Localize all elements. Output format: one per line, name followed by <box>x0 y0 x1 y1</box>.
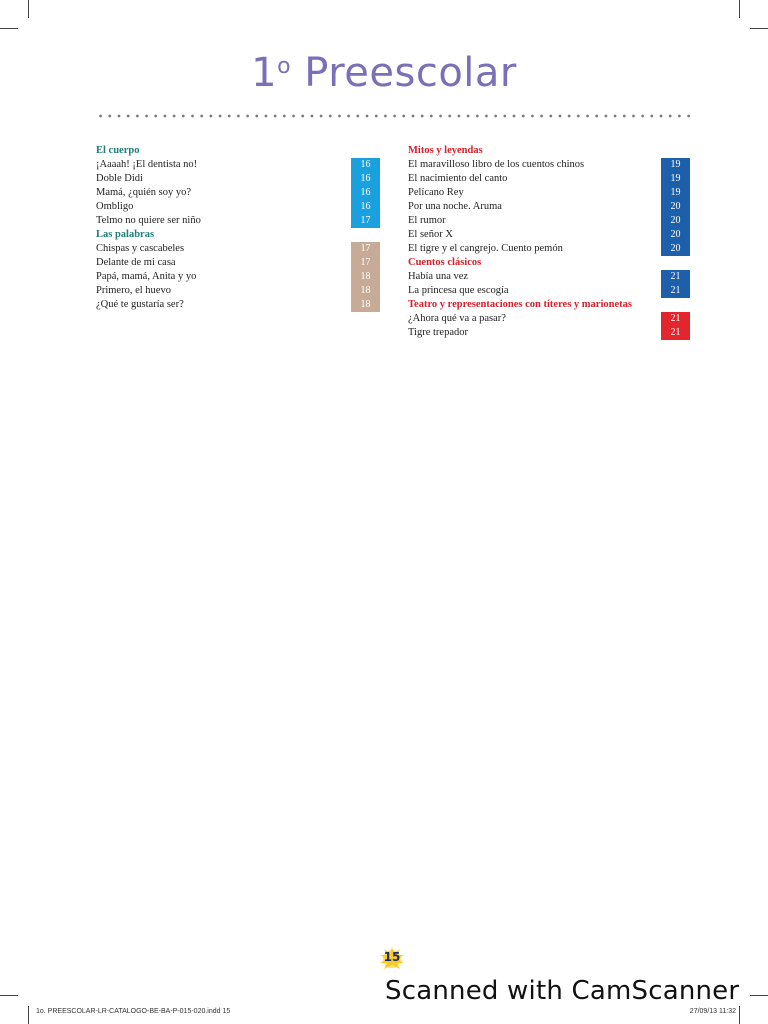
dotted-divider <box>96 114 690 118</box>
entry-page-number: 17 <box>351 242 380 256</box>
entry-page-number: 17 <box>351 214 380 228</box>
toc-entry <box>96 172 380 186</box>
entry-title: El tigre y el cangrejo. Cuento pemón <box>408 243 563 254</box>
entry-title: Tigre trepador <box>408 327 468 338</box>
entry-page-number: 19 <box>661 158 690 172</box>
toc-entry <box>408 186 690 200</box>
scanner-watermark: Scanned with CamScanner <box>385 976 740 1006</box>
entry-title: Papá, mamá, Anita y yo <box>96 271 197 282</box>
crop-mark <box>750 995 768 996</box>
entry-page-number: 19 <box>661 172 690 186</box>
entry-title: Mamá, ¿quién soy yo? <box>96 187 192 198</box>
section-heading: Teatro y representaciones con títeres y marionetas <box>408 299 632 310</box>
left-column <box>96 144 380 312</box>
entry-title: Primero, el huevo <box>96 285 171 296</box>
title-superscript: o <box>277 54 292 79</box>
entry-page-number: 21 <box>661 326 690 340</box>
toc-entry <box>408 312 690 326</box>
toc-entry <box>96 200 380 214</box>
entry-title: Chispas y cascabeles <box>96 243 185 254</box>
toc-entry <box>408 270 690 284</box>
toc-entry <box>96 186 380 200</box>
page-title <box>0 50 768 96</box>
page-number: 15 <box>383 950 401 964</box>
entry-title: Delante de mi casa <box>96 257 176 268</box>
entry-title: ¿Qué te gustaría ser? <box>96 299 184 310</box>
toc-entry <box>408 242 690 256</box>
entry-title: El rumor <box>408 215 446 226</box>
entry-page-number: 16 <box>351 200 380 214</box>
entry-title: El maravilloso libro de los cuentos chinos <box>408 159 585 170</box>
crop-mark <box>739 0 740 18</box>
entry-page-number: 18 <box>351 284 380 298</box>
entry-page-number: 18 <box>351 270 380 284</box>
entry-title: Doble Didi <box>96 173 143 184</box>
section-heading: Las palabras <box>96 229 155 240</box>
toc-entry <box>96 256 380 270</box>
entry-title: El señor X <box>408 229 453 240</box>
entry-page-number: 16 <box>351 172 380 186</box>
toc-entry <box>96 158 380 172</box>
entry-title: Había una vez <box>408 271 469 282</box>
crop-mark <box>750 28 768 29</box>
entry-page-number: 16 <box>351 158 380 172</box>
entry-title: La princesa que escogía <box>408 285 509 296</box>
entry-page-number: 20 <box>661 200 690 214</box>
section-heading: Mitos y leyendas <box>408 145 483 156</box>
section-heading: El cuerpo <box>96 145 140 156</box>
footer-page-number <box>379 947 405 969</box>
entry-page-number: 21 <box>661 284 690 298</box>
file-slug: 1o. PREESCOLAR-LR-CATALOGO-BE-BA-P-015-020.indd 15 <box>36 1008 231 1015</box>
title-number: 1 <box>251 50 278 96</box>
entry-page-number: 21 <box>661 270 690 284</box>
entry-title: ¡Aaaah! ¡El dentista no! <box>96 159 198 170</box>
section-heading: Cuentos clásicos <box>408 257 482 268</box>
entry-title: Ombligo <box>96 201 134 212</box>
toc-entry <box>96 242 380 256</box>
entry-page-number: 20 <box>661 214 690 228</box>
toc-entry <box>408 214 690 228</box>
title-text: Preescolar <box>304 50 517 96</box>
crop-mark <box>0 995 18 996</box>
toc-entry <box>96 284 380 298</box>
entry-title: El nacimiento del canto <box>408 173 508 184</box>
entry-page-number: 21 <box>661 312 690 326</box>
toc-entry <box>408 228 690 242</box>
toc-entry <box>408 200 690 214</box>
toc-entry <box>96 270 380 284</box>
right-column <box>408 144 690 340</box>
crop-mark <box>28 0 29 18</box>
entry-page-number: 19 <box>661 186 690 200</box>
crop-mark <box>0 28 18 29</box>
entry-title: Telmo no quiere ser niño <box>96 215 201 226</box>
toc-entry <box>96 214 380 228</box>
entry-page-number: 18 <box>351 298 380 312</box>
entry-page-number: 17 <box>351 256 380 270</box>
toc-entry <box>408 158 690 172</box>
entry-title: Por una noche. Aruma <box>408 201 502 212</box>
print-timestamp: 27/09/13 11:32 <box>689 1008 736 1015</box>
toc-entry <box>408 284 690 298</box>
entry-page-number: 16 <box>351 186 380 200</box>
entry-page-number: 20 <box>661 228 690 242</box>
toc-entry <box>408 326 690 340</box>
crop-mark <box>28 1006 29 1024</box>
entry-title: ¿Ahora qué va a pasar? <box>408 313 506 324</box>
crop-mark <box>739 1006 740 1024</box>
entry-title: Pelícano Rey <box>408 187 464 198</box>
entry-page-number: 20 <box>661 242 690 256</box>
toc-entry <box>408 172 690 186</box>
toc-entry <box>96 298 380 312</box>
